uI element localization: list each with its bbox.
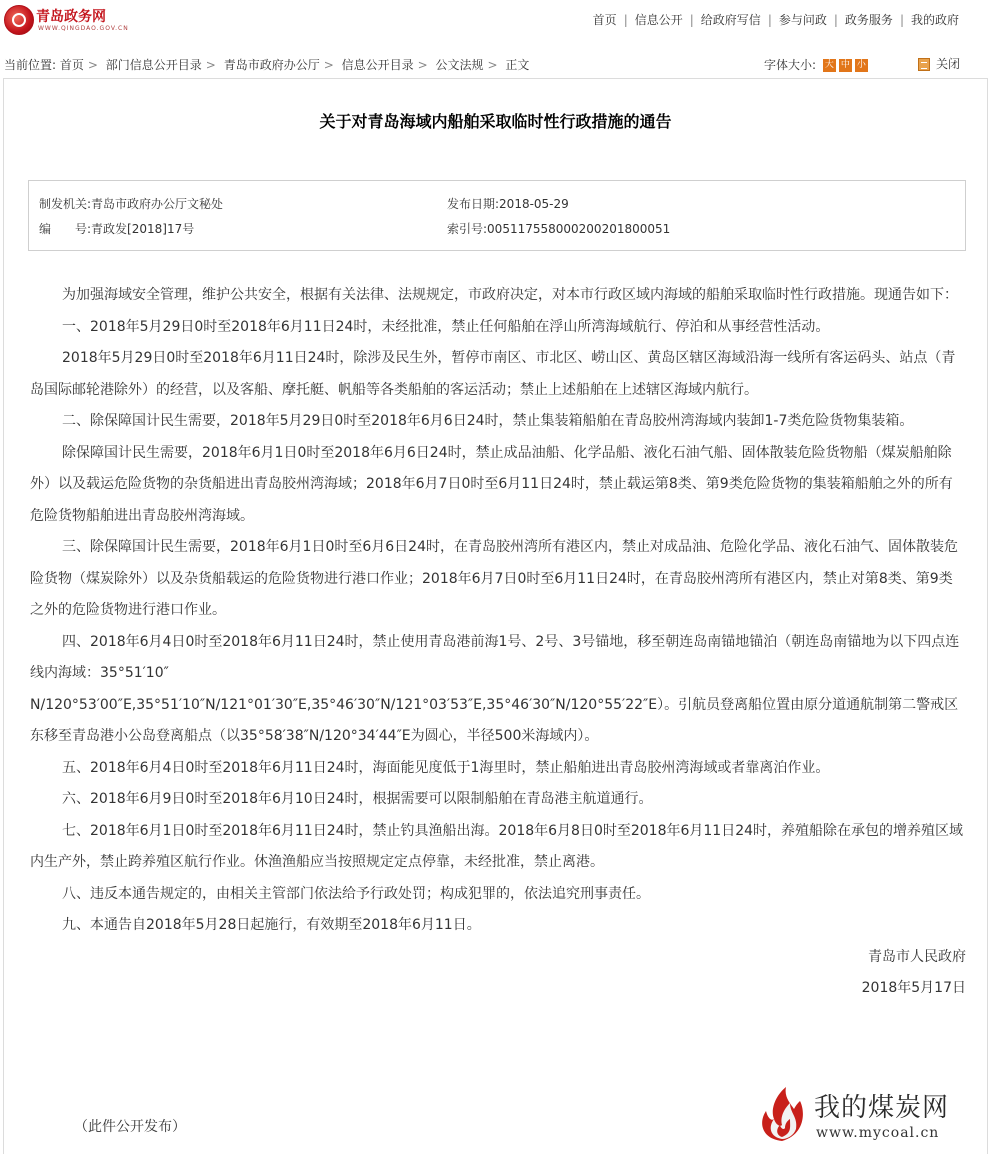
paragraph: 四、2018年6月4日0时至2018年6月11日24时，禁止使用青岛港前海1号、2号、3号锚地，移至朝连岛南锚地锚泊（朝连岛南锚地为以下四点连线内海域：35°51′10″ xyxy=(30,633,960,681)
close-label: 关闭 xyxy=(936,57,961,71)
sign-date: 2018年5月17日 xyxy=(861,980,966,996)
top-nav: 首页 | 信息公开 | 给政府写信 | 参与问政 | 政务服务 | 我的政府 xyxy=(586,11,966,28)
watermark xyxy=(748,1077,978,1147)
close-button[interactable] xyxy=(918,55,960,72)
nav-services[interactable]: 政务服务 xyxy=(844,13,893,27)
publish-note: （此件公开发布） xyxy=(74,1119,186,1135)
site-logo[interactable] xyxy=(2,3,129,37)
paragraph: 2018年5月29日0时至2018年6月11日24时，除涉及民生外，暂停市南区、市北区、崂山区、黄岛区辖区海域沿海一线所有客运码头、站点（青岛国际邮轮港除外）的经营，以及客船、摩托艇、帆船等各类船舶的客运活动；禁止上述船舶在上述辖区海域内航行。 xyxy=(30,350,956,398)
paragraph: 九、本通告自2018年5月28日起施行，有效期至2018年6月11日。 xyxy=(62,917,481,933)
font-size-label: 字体大小: xyxy=(764,58,817,72)
nav-write-letter[interactable]: 给政府写信 xyxy=(700,13,761,27)
crumb-documents[interactable]: 公文法规 xyxy=(435,58,484,72)
crumb-current: 正文 xyxy=(505,58,530,72)
crumb-office[interactable]: 青岛市政府办公厅 xyxy=(223,58,320,72)
nav-home[interactable]: 首页 xyxy=(592,13,617,27)
nav-participate[interactable]: 参与问政 xyxy=(778,13,827,27)
flame-logo-icon xyxy=(754,1083,810,1143)
paragraph: 除保障国计民生需要，2018年6月1日0时至2018年6月6日24时，禁止成品油船、化学品船、液化石油气船、固体散装危险货物船（煤炭船舶除外）以及载运危险货物的杂货船进出青岛胶州湾海域；2018年6月7日0时至6月11日24时，禁止载运第8类、第9类危险货物的集装箱船舶之外的所有危险货物船舶进出青岛胶州湾海域。 xyxy=(30,444,953,524)
font-medium-button[interactable]: 中 xyxy=(840,60,850,70)
nav-info-disclosure[interactable]: 信息公开 xyxy=(634,13,683,27)
paragraph: 为加强海域安全管理，维护公共安全，根据有关法律、法规规定，市政府决定，对本市行政区域内海域的船舶采取临时性行政措施。现通告如下： xyxy=(62,287,958,303)
paragraph: 七、2018年6月1日0时至2018年6月11日24时，禁止钓具渔船出海。2018年6月8日0时至2018年6月11日24时，养殖船除在承包的增养殖区域内生产外，禁止跨养殖区航行作业。休渔渔船应当按照规定定点停靠，未经批准，禁止离港。 xyxy=(30,822,964,870)
logo-emblem-icon xyxy=(4,5,34,35)
close-icon xyxy=(918,58,930,71)
document-frame xyxy=(3,78,988,1154)
document-body xyxy=(30,280,966,1005)
meta-date: 发布日期:2018-05-29 xyxy=(447,197,569,211)
font-large-button[interactable]: 大 xyxy=(824,60,834,70)
document-meta xyxy=(28,180,966,251)
crumb-dept-catalog[interactable]: 部门信息公开目录 xyxy=(105,58,202,72)
paragraph: 五、2018年6月4日0时至2018年6月11日24时，海面能见度低于1海里时，禁止船舶进出青岛胶州湾海域或者靠离泊作业。 xyxy=(62,759,830,776)
meta-index-number: 索引号:005117558000200201800051 xyxy=(447,222,671,236)
paragraph: 一、2018年5月29日0时至2018年6月11日24时，未经批准，禁止任何船舶在浮山所湾海域航行、停泊和从事经营性活动。 xyxy=(62,318,830,335)
watermark-url: www.mycoal.cn xyxy=(816,1125,940,1141)
meta-issuer: 制发机关:青岛市政府办公厅文秘处 xyxy=(39,197,224,211)
nav-my-government[interactable]: 我的政府 xyxy=(910,13,959,27)
font-small-button[interactable]: 小 xyxy=(856,60,866,70)
signature: 青岛市人民政府 xyxy=(868,948,966,965)
page-title: 关于对青岛海域内船舶采取临时性行政措施的通告 xyxy=(319,112,672,131)
paragraph: 三、除保障国计民生需要，2018年6月1日0时至6月6日24时，在青岛胶州湾所有港区内，禁止对成品油、危险化学品、液化石油气、固体散装危险货物（煤炭除外）以及杂货船载运的危险货物进行港口作业；2018年6月7日0时至6月11日24时，在青岛胶州湾所有港区内，禁止对第8类、第9类之外的危险货物进行港口作业。 xyxy=(30,539,958,618)
breadcrumb-label: 当前位置: xyxy=(4,58,57,72)
logo-subtext: WWW.QINGDAO.GOV.CN xyxy=(38,25,129,32)
crumb-info-catalog[interactable]: 信息公开目录 xyxy=(341,58,414,72)
paragraph-coordinates: N/120°53′00″E,35°51′10″N/121°01′30″E,35°46′30″N/121°03′53″E,35°46′30″N/120°55′22″E）。引航员登离船位置由原分道通航制第二警戒区东移至青岛港小公岛登离船点（以35°58′38″N/120°34′44″E为圆心，半径500米海域内）。 xyxy=(30,696,959,744)
crumb-home[interactable]: 首页 xyxy=(59,58,84,72)
breadcrumb: 当前位置: 首页 > 部门信息公开目录 > 青岛市政府办公厅 > 信息公开目录 > 公文法规 > 正文 xyxy=(4,58,530,72)
top-header xyxy=(0,0,992,40)
paragraph: 二、除保障国计民生需要，2018年5月29日0时至2018年6月6日24时，禁止集装箱船舶在青岛胶州湾海域内装卸1-7类危险货物集装箱。 xyxy=(62,413,914,429)
paragraph: 八、违反本通告规定的，由相关主管部门依法给予行政处罚；构成犯罪的，依法追究刑事责任。 xyxy=(62,885,650,902)
location-bar xyxy=(0,52,992,76)
font-size-control xyxy=(764,56,868,73)
paragraph: 六、2018年6月9日0时至2018年6月10日24时，根据需要可以限制船舶在青岛港主航道通行。 xyxy=(62,791,653,807)
meta-doc-number: 编 号:青政发[2018]17号 xyxy=(39,222,195,236)
watermark-text: 我的煤炭网 xyxy=(814,1093,950,1123)
logo-text: 青岛政务网 xyxy=(36,9,106,25)
